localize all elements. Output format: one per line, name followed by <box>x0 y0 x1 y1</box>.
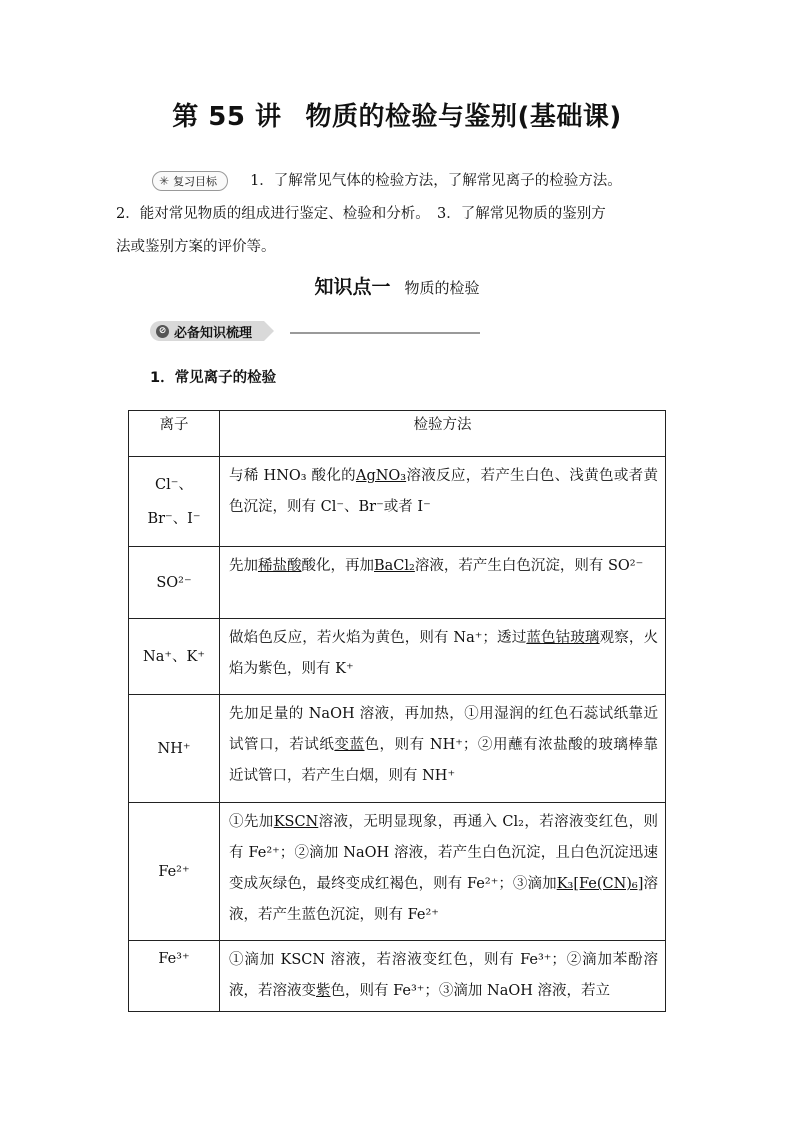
check-circle-icon: ⊘ <box>156 325 169 338</box>
table-row <box>129 547 666 619</box>
section-banner <box>150 321 480 343</box>
section-heading: 1．常见离子的检验 <box>150 370 277 386</box>
ion-cell: Fe²⁺ <box>129 803 220 941</box>
lecture-name: 物质的检验与鉴别(基础课) <box>305 102 622 132</box>
goal-line-1: 1．了解常见气体的检验方法，了解常见离子的检验方法。 <box>250 173 622 189</box>
header-method: 检验方法 <box>220 411 666 457</box>
ion-cell: SO²⁻ <box>129 547 220 619</box>
goal-line-2: 2．能对常见物质的组成进行鉴定、检验和分析。 3．了解常见物质的鉴别方 <box>116 206 606 222</box>
knowledge-point-topic: 物质的检验 <box>404 279 480 297</box>
method-cell: ①先加KSCN溶液，无明显现象，再通入 Cl₂，若溶液变红色，则有 Fe²⁺；②滴加 NaOH 溶液，若产生白色沉淀，且白色沉淀迅速变成灰绿色，最终变成红褐色，则有 Fe²⁺；③滴加K₃[Fe(CN)₆]溶液，若产生蓝色沉淀，则有 Fe²⁺ <box>220 803 666 941</box>
method-cell: 先加足量的 NaOH 溶液，再加热，①用湿润的红色石蕊试纸靠近试管口，若试纸变蓝色，则有 NH⁺；②用蘸有浓盐酸的玻璃棒靠近试管口，若产生白烟，则有 NH⁺ <box>220 695 666 803</box>
table-row <box>129 457 666 547</box>
knowledge-point-heading <box>0 272 794 299</box>
review-badge: ✳ 复习目标 <box>152 171 228 191</box>
page-title <box>0 96 794 133</box>
table-header-row <box>129 411 666 457</box>
table-row <box>129 941 666 1012</box>
knowledge-point-label: 知识点一 <box>314 276 391 298</box>
table-row <box>129 695 666 803</box>
lecture-number: 第 55 讲 <box>172 102 282 132</box>
ion-test-table <box>128 410 666 1012</box>
goal-line-3: 法或鉴别方案的评价等。 <box>116 239 276 255</box>
ion-cell: NH⁺ <box>129 695 220 803</box>
sparkle-icon: ✳ <box>159 173 170 188</box>
header-ion: 离子 <box>129 411 220 457</box>
review-goals <box>116 165 676 264</box>
ion-cell: Na⁺、K⁺ <box>129 619 220 695</box>
table-row <box>129 803 666 941</box>
ion-cell: Cl⁻、 Br⁻、I⁻ <box>129 457 220 547</box>
banner-rule <box>290 332 480 334</box>
method-cell: 做焰色反应，若火焰为黄色，则有 Na⁺；透过蓝色钴玻璃观察，火焰为紫色，则有 K⁺ <box>220 619 666 695</box>
table-row <box>129 619 666 695</box>
method-cell: 先加稀盐酸酸化，再加BaCl₂溶液，若产生白色沉淀，则有 SO²⁻ <box>220 547 666 619</box>
ion-cell: Fe³⁺ <box>129 941 220 1012</box>
method-cell: ①滴加 KSCN 溶液，若溶液变红色，则有 Fe³⁺；②滴加苯酚溶液，若溶液变紫色，则有 Fe³⁺；③滴加 NaOH 溶液，若立 <box>220 941 666 1012</box>
banner-label: 必备知识梳理 <box>174 325 253 341</box>
method-cell: 与稀 HNO₃ 酸化的AgNO₃溶液反应，若产生白色、浅黄色或者黄色沉淀，则有 Cl⁻、Br⁻或者 I⁻ <box>220 457 666 547</box>
